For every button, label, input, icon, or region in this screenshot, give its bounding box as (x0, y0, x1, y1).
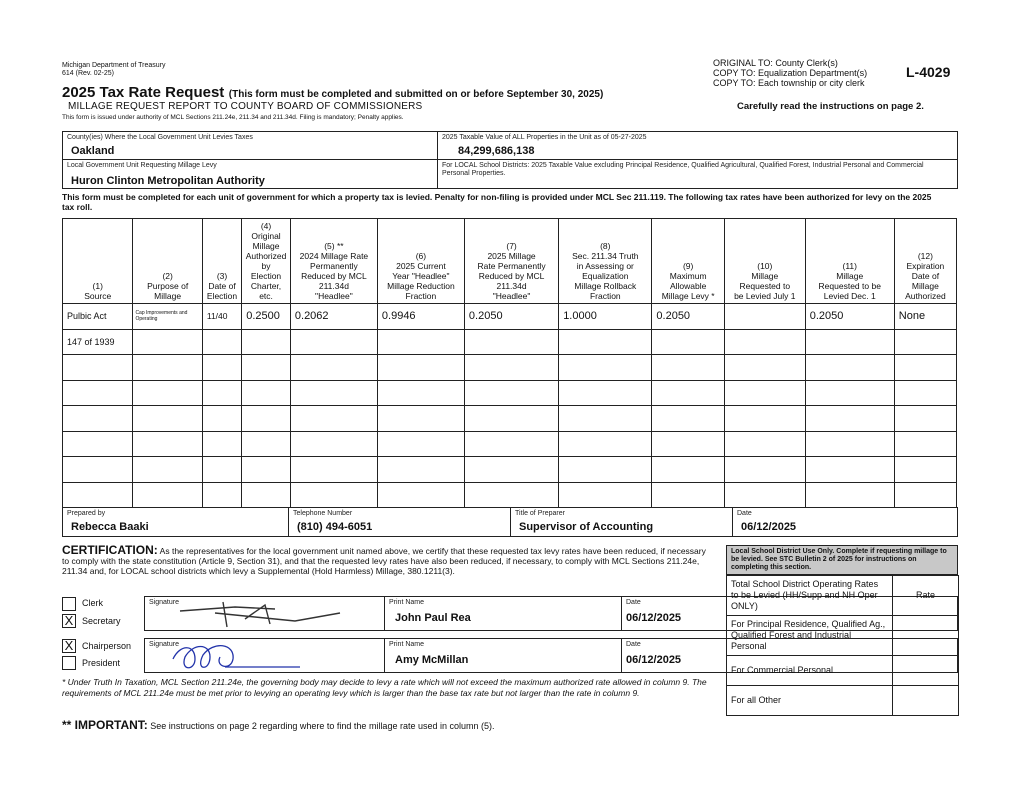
table-cell[interactable] (805, 329, 894, 355)
preparer-date-value: 06/12/2025 (741, 521, 797, 533)
print-name-field-1[interactable] (385, 597, 622, 630)
table-cell[interactable]: 1.0000 (559, 304, 652, 330)
table-cell[interactable]: 0.2050 (652, 304, 725, 330)
table-cell[interactable] (242, 406, 291, 432)
table-row (63, 304, 957, 330)
signature-field-1[interactable] (145, 597, 385, 630)
table-cell[interactable]: 147 of 1939 (63, 329, 133, 355)
preparer-box (62, 507, 958, 537)
table-cell[interactable] (377, 457, 464, 483)
table-cell[interactable] (290, 406, 377, 432)
table-header-row (63, 219, 957, 304)
table-cell[interactable] (652, 431, 725, 457)
county-box[interactable] (62, 131, 438, 160)
prepared-by-field[interactable] (63, 508, 289, 536)
certification-body: As the representatives for the local government unit named above, we certify that these requested tax levy rates have been reduced, if necessary to comply with the state constitution (Article 9, Section 31), and that the requested levy rates have also been reduced, if necessary, to comply with MCL Sections 211.24e, 211.34 and, for LOCAL school districts which levy a Supplemental (Hold Harmless) Millage, 380.1211(3). (62, 546, 706, 576)
copy-line: COPY TO: Each township or city clerk (713, 78, 865, 88)
preparer-title-field[interactable] (511, 508, 733, 536)
table-cell[interactable] (242, 482, 291, 508)
table-cell[interactable] (242, 457, 291, 483)
county-label: County(ies) Where the Local Government Unit Levies Taxes (67, 134, 253, 141)
table-cell[interactable] (377, 329, 464, 355)
table-cell[interactable] (202, 380, 241, 406)
table-cell[interactable] (652, 482, 725, 508)
table-cell[interactable] (133, 355, 202, 381)
table-cell[interactable] (559, 355, 652, 381)
table-cell[interactable] (377, 380, 464, 406)
form-revision: 614 (Rev. 02-25) (62, 70, 115, 77)
local-school-taxable-label: For LOCAL School Districts: 2025 Taxable Value excluding Principal Residence, Qualified Agricultural, Qualified Forest, Industrial Personal and Commercial Personal Properties. (442, 162, 924, 177)
rate-header: Rate (893, 576, 959, 616)
table-cell[interactable]: Pulbic Act (63, 304, 133, 330)
table-cell[interactable] (377, 355, 464, 381)
table-cell[interactable] (290, 355, 377, 381)
column-header: (12) Expiration Date of Millage Authorized (894, 219, 956, 304)
table-cell[interactable]: 0.2062 (290, 304, 377, 330)
president-label: President (82, 658, 121, 668)
table-cell[interactable] (133, 406, 202, 432)
important-text: See instructions on page 2 regarding where to find the millage rate used in column (5). (150, 721, 495, 731)
clerk-label: Clerk (82, 598, 104, 608)
column-header: (7) 2025 Millage Rate Permanently Reduced by MCL 211.34d "Headlee" (464, 219, 558, 304)
form-number: L-4029 (906, 64, 951, 80)
table-cell[interactable] (202, 355, 241, 381)
print-name-label: Print Name (389, 599, 425, 606)
signature-field-2[interactable] (145, 639, 385, 672)
unit-box[interactable] (62, 159, 438, 189)
unit-label: Local Government Unit Requesting Millage Levy (67, 162, 217, 169)
certification-text (62, 545, 712, 576)
table-cell[interactable] (63, 457, 133, 483)
clerk-checkbox[interactable] (62, 597, 76, 611)
taxable-value: 84,299,686,138 (458, 145, 535, 157)
telephone-value: (810) 494-6051 (297, 521, 373, 533)
table-cell[interactable] (464, 355, 558, 381)
rate-cell[interactable] (893, 656, 959, 686)
table-cell[interactable] (652, 406, 725, 432)
table-cell[interactable] (290, 329, 377, 355)
table-cell[interactable] (894, 355, 956, 381)
table-cell[interactable]: 0.2050 (464, 304, 558, 330)
column-header: (3) Date of Election (202, 219, 241, 304)
president-checkbox[interactable] (62, 656, 76, 670)
table-cell[interactable] (133, 457, 202, 483)
local-school-header: Local School District Use Only. Complete if requesting millage to be levied. See STC Bulletin 2 of 2025 for instructions on completing this section. (726, 545, 958, 575)
local-school-table (726, 575, 959, 716)
taxable-value-label: 2025 Taxable Value of ALL Properties in the Unit as of 05-27-2025 (442, 134, 647, 141)
table-cell[interactable] (724, 406, 805, 432)
table-cell[interactable] (805, 380, 894, 406)
chairperson-checkbox[interactable]: X (62, 639, 76, 653)
form-title-line (62, 84, 603, 102)
preparer-date-label: Date (737, 510, 752, 517)
table-cell[interactable] (464, 482, 558, 508)
table-cell[interactable] (559, 482, 652, 508)
instructions-note: Carefully read the instructions on page 2. (737, 101, 924, 112)
column-header: (1) Source (63, 219, 133, 304)
truth-in-taxation-note: * Under Truth In Taxation, MCL Section 211.24e, the governing body may decide to levy a rate which will not exceed the maximum authorized rate allowed in column 9. The requirements of MCL 211.24e must be met prior to levying an operating levy which is larger than the base tax rate but not larger than the rate in column 9. (62, 677, 707, 698)
table-cell[interactable] (805, 355, 894, 381)
local-school-row (727, 616, 959, 656)
table-row (63, 482, 957, 508)
local-school-row (727, 656, 959, 686)
print-name-value: Amy McMillan (395, 654, 469, 666)
local-school-row (727, 576, 959, 616)
table-cell[interactable] (724, 329, 805, 355)
table-cell[interactable] (202, 329, 241, 355)
agency-header (62, 62, 166, 78)
signature-scribble (165, 639, 305, 673)
prepared-by-value: Rebecca Baaki (71, 521, 149, 533)
telephone-field[interactable] (289, 508, 511, 536)
table-cell[interactable] (290, 431, 377, 457)
table-row (63, 355, 957, 381)
table-cell[interactable] (290, 482, 377, 508)
form-authority: This form is issued under authority of MCL Sections 211.24e, 211.34 and 211.34d. Filing is mandatory; Penalty applies. (62, 114, 404, 121)
print-name-field-2[interactable] (385, 639, 622, 672)
table-cell[interactable] (559, 457, 652, 483)
print-name-label: Print Name (389, 641, 425, 648)
column-header: (4) Original Millage Authorized by Election Charter, etc. (242, 219, 291, 304)
table-cell[interactable] (894, 406, 956, 432)
table-cell[interactable] (652, 380, 725, 406)
column-header: (2) Purpose of Millage (133, 219, 202, 304)
unit-value: Huron Clinton Metropolitan Authority (71, 175, 265, 187)
county-value: Oakland (71, 145, 115, 157)
preparer-title-value: Supervisor of Accounting (519, 521, 654, 533)
agency-name: Michigan Department of Treasury (62, 62, 166, 69)
table-row (63, 329, 957, 355)
preparer-date-field[interactable] (733, 508, 957, 536)
table-cell[interactable] (805, 406, 894, 432)
column-header: (6) 2025 Current Year "Headlee" Millage Reduction Fraction (377, 219, 464, 304)
local-school-row-label: Total School District Operating Rates to be Levied (HH/Supp and NH Oper ONLY) (727, 576, 893, 616)
column-header: (10) Millage Requested to be Levied July 1 (724, 219, 805, 304)
print-name-value: John Paul Rea (395, 612, 471, 624)
local-school-row (727, 686, 959, 716)
table-cell[interactable]: 0.2050 (805, 304, 894, 330)
table-cell[interactable] (805, 482, 894, 508)
table-cell[interactable] (894, 329, 956, 355)
table-cell[interactable] (63, 406, 133, 432)
date-label: Date (626, 599, 641, 606)
taxable-value-box[interactable] (437, 131, 958, 160)
table-cell[interactable] (559, 380, 652, 406)
table-cell[interactable] (652, 457, 725, 483)
table-cell[interactable] (724, 457, 805, 483)
table-cell[interactable] (724, 355, 805, 381)
table-cell[interactable]: Cap Improvements and Operating (133, 304, 202, 330)
important-label: ** IMPORTANT: (62, 718, 148, 732)
table-cell[interactable] (724, 482, 805, 508)
table-cell[interactable] (202, 406, 241, 432)
table-cell[interactable] (559, 406, 652, 432)
table-cell[interactable] (464, 406, 558, 432)
table-cell[interactable] (894, 457, 956, 483)
table-cell[interactable] (63, 482, 133, 508)
table-row (63, 457, 957, 483)
table-cell[interactable] (377, 431, 464, 457)
rate-cell[interactable] (893, 616, 959, 656)
date-field-2[interactable] (622, 639, 712, 672)
form-title: 2025 Tax Rate Request (62, 84, 225, 101)
table-cell[interactable]: 11/40 (202, 304, 241, 330)
table-cell[interactable] (894, 431, 956, 457)
table-cell[interactable] (464, 380, 558, 406)
signature-label: Signature (149, 641, 179, 648)
table-cell[interactable] (559, 431, 652, 457)
telephone-label: Telephone Number (293, 510, 353, 517)
table-cell[interactable] (242, 355, 291, 381)
table-cell[interactable]: 0.2500 (242, 304, 291, 330)
secretary-label: Secretary (82, 616, 121, 626)
table-cell[interactable]: 0.9946 (377, 304, 464, 330)
table-cell[interactable] (464, 457, 558, 483)
table-cell[interactable] (242, 329, 291, 355)
table-cell[interactable] (290, 457, 377, 483)
table-cell[interactable] (894, 380, 956, 406)
table-cell[interactable] (724, 431, 805, 457)
date-value: 06/12/2025 (626, 612, 682, 624)
copy-line: COPY TO: Equalization Department(s) (713, 68, 868, 78)
date-label: Date (626, 641, 641, 648)
millage-table (62, 218, 957, 508)
certification-heading: CERTIFICATION: (62, 543, 158, 557)
rate-cell[interactable] (893, 686, 959, 716)
table-cell[interactable] (202, 457, 241, 483)
table-cell[interactable] (202, 431, 241, 457)
table-cell[interactable] (63, 355, 133, 381)
chairperson-label: Chairperson (82, 641, 132, 651)
table-cell[interactable] (133, 431, 202, 457)
signature-scribble (175, 599, 345, 629)
filing-notice: This form must be completed for each unit of government for which a property tax is levied. Penalty for non-filing is provided under MCL Sec 211.119. The following tax rates have been authorized for levy on the 2025 tax roll. (62, 192, 932, 212)
table-cell[interactable] (464, 431, 558, 457)
date-value: 06/12/2025 (626, 654, 682, 666)
local-school-row-label: For Commercial Personal (727, 656, 893, 686)
column-header: (9) Maximum Allowable Millage Levy * (652, 219, 725, 304)
table-cell[interactable] (805, 457, 894, 483)
local-school-row-label: For Principal Residence, Qualified Ag., Qualified Forest and Industrial Personal (727, 616, 893, 656)
table-cell[interactable] (724, 380, 805, 406)
table-cell[interactable]: None (894, 304, 956, 330)
table-row (63, 406, 957, 432)
table-cell[interactable] (242, 380, 291, 406)
table-row (63, 380, 957, 406)
table-cell[interactable] (724, 304, 805, 330)
form-subtitle: MILLAGE REQUEST REPORT TO COUNTY BOARD OF COMMISSIONERS (68, 101, 423, 112)
date-field-1[interactable] (622, 597, 712, 630)
table-cell[interactable] (652, 329, 725, 355)
table-cell[interactable] (464, 329, 558, 355)
preparer-title-label: Title of Preparer (515, 510, 565, 517)
table-cell[interactable] (133, 380, 202, 406)
table-cell[interactable] (63, 380, 133, 406)
table-cell[interactable] (377, 406, 464, 432)
table-cell[interactable] (133, 329, 202, 355)
table-cell[interactable] (133, 482, 202, 508)
table-row (63, 431, 957, 457)
secretary-checkbox[interactable]: X (62, 614, 76, 628)
table-cell[interactable] (894, 482, 956, 508)
signature-label: Signature (149, 599, 179, 606)
prepared-by-label: Prepared by (67, 510, 106, 517)
table-cell[interactable] (652, 355, 725, 381)
important-note (62, 718, 495, 732)
table-cell[interactable] (242, 431, 291, 457)
local-school-taxable-box[interactable] (437, 159, 958, 189)
column-header: (8) Sec. 211.34 Truth in Assessing or Equalization Millage Rollback Fraction (559, 219, 652, 304)
form-title-note: (This form must be completed and submitted on or before September 30, 2025) (228, 89, 604, 100)
copy-line: ORIGINAL TO: County Clerk(s) (713, 58, 838, 68)
table-cell[interactable] (377, 482, 464, 508)
column-header: (11) Millage Requested to be Levied Dec. 1 (805, 219, 894, 304)
table-cell[interactable] (559, 329, 652, 355)
local-school-row-label: For all Other (727, 686, 893, 716)
table-cell[interactable] (202, 482, 241, 508)
table-cell[interactable] (805, 431, 894, 457)
copy-distribution (713, 58, 867, 88)
table-cell[interactable] (63, 431, 133, 457)
table-body (63, 304, 957, 508)
column-header: (5) ** 2024 Millage Rate Permanently Reduced by MCL 211.34d "Headlee" (290, 219, 377, 304)
table-cell[interactable] (290, 380, 377, 406)
